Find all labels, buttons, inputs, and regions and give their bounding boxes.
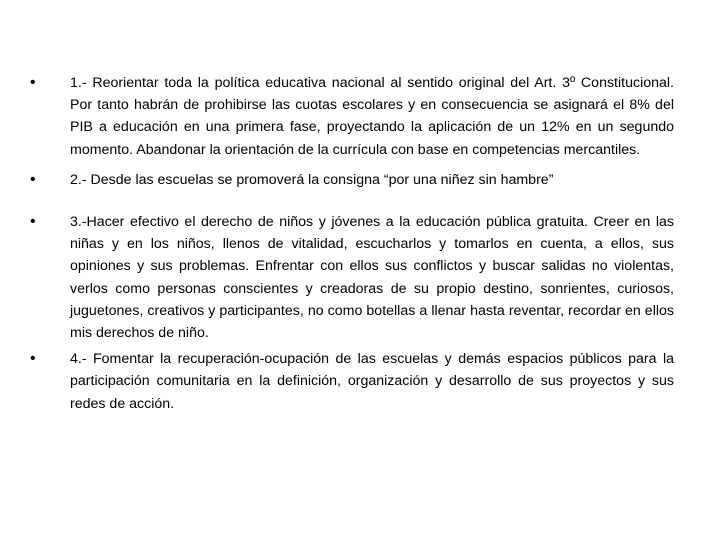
list-item-text: 4.- Fomentar la recuperación-ocupación de las escuelas y demás espacios públicos para la participación comunitaria en la definición, organización y desarrollo de sus proyectos y sus redes de acción. (70, 351, 674, 412)
list-item (30, 348, 674, 415)
bullet-dot: • (30, 170, 36, 188)
list-item-text: 2.- Desde las escuelas se promoverá la consigna “por una niñez sin hambre” (70, 171, 554, 188)
bullet-dot: • (30, 350, 36, 368)
list-item (30, 72, 674, 161)
bullet-dot: • (30, 74, 36, 91)
list-item-text: 3.-Hacer efectivo el derecho de niños y jóvenes a la educación pública gratuita. Creer en las niñas y en los niños, llenos de vitalidad, escucharlos y tomarlos en cuenta, a ellos, sus opiniones y sus problemas. Enfrentar con ellos sus conflictos y buscar salidas no violentas, verlos como personas conscientes y creadoras de su propio destino, sonrientes, curiosos, juguetones, creativos y participantes, no como botellas a llenar hasta reventar, recordar en ellos mis derechos de niño. (70, 214, 674, 342)
bullet-dot: • (30, 213, 36, 231)
list-item-text: 1.- Reorientar toda la política educativa nacional al sentido original del Art. 3º Constitucional. Por tanto habrán de prohibirse las cuotas escolares y en consecuencia se asignará el 8% del PIB a educación en una primera fase, proyectando la aplicación de un 12% en un segundo momento. Abandonar la orientación de la currícula con base en competencias mercantiles. (70, 75, 674, 158)
list-item (30, 169, 674, 191)
list-item (30, 211, 674, 344)
bullet-list (30, 72, 674, 415)
